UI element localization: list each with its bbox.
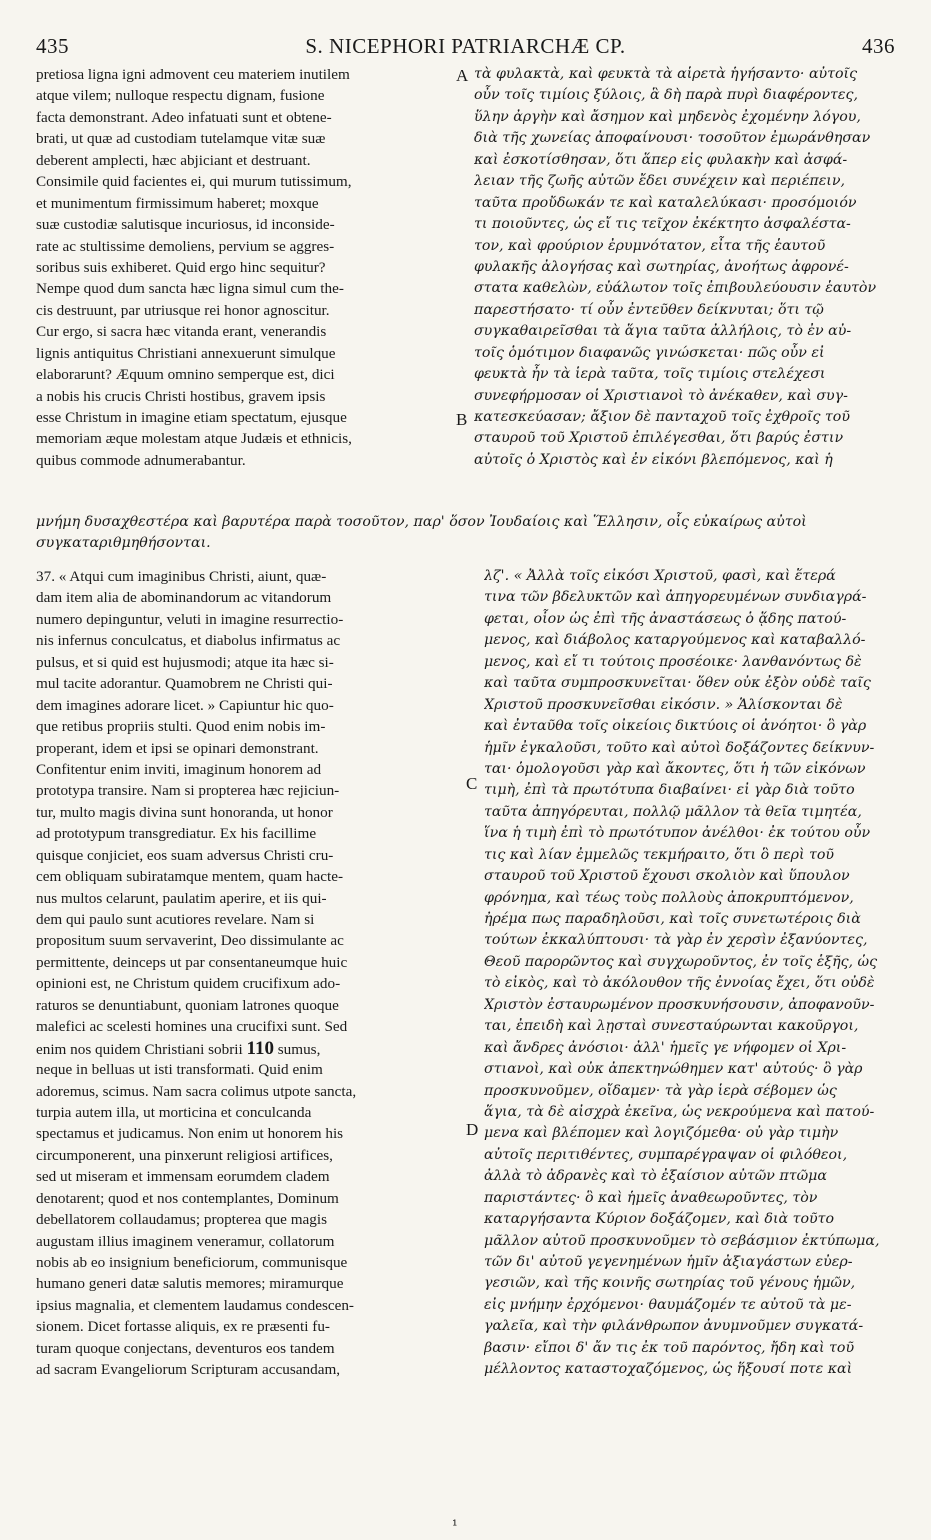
running-title: S. NICEPHORI PATRIARCHÆ CP. <box>305 34 626 58</box>
greek-line: σταυροῦ τοῦ Χριστοῦ ἔχουσι σκολιὸν καὶ ὕπουλον <box>484 868 850 885</box>
latin-line: ad prototypum transgrediatur. Ex his facillime <box>36 825 317 843</box>
latin-line: pulsus, et si quid est hujusmodi; atque ita hæc si- <box>36 653 334 671</box>
latin-column-bottom <box>36 566 464 1381</box>
greek-line: τοῖς ὁμότιμον διαφανῶς γινώσκεται· πῶς οὖν εἰ <box>474 344 825 361</box>
greek-line: ἀλλὰ τὸ ἀδρανὲς καὶ τὸ ἐξαίσιον αὐτῶν πτῶμα <box>484 1168 827 1185</box>
greek-line: βασιν· εἴποι δ' ἄν τις ἐκ τοῦ παρόντος, ἤδη καὶ τοῦ <box>484 1339 855 1356</box>
greek-line: Χριστοῦ προσκυνεῖσθαι εἰκόσιν. » Ἁλίσκονται δὲ <box>484 696 843 713</box>
latin-line: memoriam æque molestam atque Judæis et ethnicis, <box>36 430 352 448</box>
greek-line: αὐτοῖς ὁ Χριστὸς καὶ ἐν εἰκόνι βλεπόμενος, καὶ ἡ <box>474 451 833 468</box>
latin-line: properant, idem et ipsi se opinari demonstrant. <box>36 739 319 757</box>
latin-line: Nempe quod dum sancta hæc ligna simul cum the- <box>36 280 344 298</box>
greek-line: καὶ ἐσκοτίσθησαν, ὅτι ἅπερ εἰς φυλακὴν καὶ ἀσφά- <box>474 151 848 168</box>
latin-line: atque vilem; nulloque respectu dignam, fusione <box>36 87 325 105</box>
greek-line: σταυροῦ τοῦ Χριστοῦ ἐπιλέγεσθαι, ὅτι βαρύς ἐστιν <box>474 430 844 447</box>
section-marker-d: D <box>466 1120 479 1139</box>
latin-line: neque in belluas ut isti transformati. Quid enim <box>36 1061 323 1079</box>
greek-span-line: συγκαταριθμηθήσονται. <box>36 535 211 552</box>
latin-line: ad sacram Evangeliorum Scripturam accusandam, <box>36 1361 341 1379</box>
greek-line: φεται, οἷον ὡς ἐπὶ τῆς ἀναστάσεως ὁ ᾅδης πατού- <box>484 610 847 627</box>
latin-line: nis infernus conculcatus, et diabolus infirmatus ac <box>36 632 341 650</box>
latin-line: adoremus, scimus. Nam sacra colimus utpote sancta, <box>36 1082 357 1100</box>
greek-line: διὰ τῆς χωνείας ἀποφαίνουσι· τοσοῦτον ἐμωράνθησαν <box>474 130 871 147</box>
greek-line: εἰς μνήμην ἐρχόμενοι· θαυμάζομέν τε αὐτοῦ τὰ με- <box>484 1296 852 1313</box>
text-fragment: sumus, <box>273 1040 321 1058</box>
greek-line: Χριστὸν ἐσταυρωμένον προσκυνήσουσιν, ἀποφανοῦν- <box>484 996 875 1013</box>
latin-line: quibus commode adnumerabantur. <box>36 451 246 469</box>
latin-line: a nobis his crucis Christi hostibus, gravem ipsis <box>36 387 326 405</box>
latin-line: augustam illius imaginem veneramur, collatorum <box>36 1232 335 1250</box>
latin-column-top <box>36 64 456 471</box>
latin-line: permittente, deinceps ut par consentaneumque huic <box>36 953 348 971</box>
latin-line: brati, ut quæ ad custodiam tutelamque vitæ suæ <box>36 130 326 148</box>
latin-line: lignis antiquitus Christiani annexuerunt simulque <box>36 344 336 362</box>
greek-line: παρεστήσατο· τί οὖν ἐντεῦθεν δείκνυται; ὅτι τῷ <box>474 301 824 318</box>
latin-line: prototypa transire. Nam si propterea hæc rejiciun- <box>36 782 340 800</box>
greek-line: ταῦτα προὔδωκάν τε καὶ καταλελύκασι· προσόμοιόν <box>474 194 857 211</box>
latin-line: que retibus propriis stulti. Quod enim nobis im- <box>36 718 326 736</box>
latin-line: Confitentur enim inviti, imaginum honorem ad <box>36 760 322 778</box>
greek-line: μενα καὶ βλέπομεν καὶ λογιζόμεθα· οὐ γὰρ τιμὴν <box>484 1125 839 1142</box>
greek-line: φευκτὰ ἦν τὰ ἱερὰ ταῦτα, τοῖς τιμίοις στελέχεσι <box>474 366 826 383</box>
text-fragment: enim nos quidem Christiani sobrii <box>36 1040 247 1058</box>
greek-line: τιμὴ, ἐπὶ τὰ πρωτότυπα διαβαίνει· εἰ γὰρ διὰ τοῦτο <box>484 782 855 799</box>
greek-line: τον, καὶ φρούριον ἐρυμνότατον, εἶτα τῆς ἑαυτοῦ <box>474 237 826 254</box>
latin-line: cem obliquam subiratamque mentem, quam hacte- <box>36 868 344 886</box>
greek-line: τὰ φυλακτὰ, καὶ φευκτὰ τὰ αἱρετὰ ἡγήσαντο· αὐτοῖς <box>474 66 858 82</box>
latin-line: turam quoque conjectans, deventuros eos tandem <box>36 1339 335 1357</box>
section-marker-c: C <box>466 774 478 793</box>
greek-line: κατεσκεύασαν; ἄξιον δὲ πανταχοῦ τοῖς ἐχθροῖς τοῦ <box>474 409 850 425</box>
latin-line: humano generi datæ salutis memores; miramurque <box>36 1275 344 1293</box>
latin-line: ipsius magnalia, et clementem laudamus condescen- <box>36 1296 354 1314</box>
greek-line: καὶ ἄνδρες ἀνόσιοι· ἀλλ' ἡμεῖς γε νήφομεν οἱ Χρι- <box>484 1039 847 1056</box>
latin-line: 37. « Atqui cum imaginibus Christi, aiunt, quæ- <box>36 568 327 585</box>
greek-line: λζ'. « Ἀλλὰ τοῖς εἰκόσι Χριστοῦ, φασὶ, καὶ ἕτερά <box>484 568 836 584</box>
latin-line: spectamus et judicamus. Non enim ut honorem his <box>36 1125 344 1143</box>
greek-line: τῶν δι' αὐτοῦ γεγενημένων ἡμῖν ἀξιαγάστων εὐερ- <box>484 1254 853 1270</box>
latin-line: tur, multo magis divina sunt honoranda, ut honor <box>36 803 333 821</box>
greek-line: μέλλοντος καταστοχαζόμενος, ὡς ἥξουσί ποτε καὶ <box>484 1361 853 1378</box>
latin-line: circumponerent, una pinxerunt religiosi artifices, <box>36 1146 333 1164</box>
page-header <box>36 34 895 62</box>
greek-line: γαλεῖα, καὶ τὴν φιλάνθρωπον ἀνυμνοῦμεν συγκατά- <box>484 1318 864 1335</box>
latin-line: raturos se denuntiabunt, quoniam latrones quoque <box>36 996 339 1014</box>
greek-line: τι ποιοῦντες, ὡς εἴ τις τεῖχον ἐκέκτητο ἀσφαλέστα- <box>474 216 851 233</box>
greek-line: Θεοῦ παρορῶντος καὶ συγχωροῦντος, ἐν τοῖς ἑξῆς, ὡς <box>484 953 878 970</box>
greek-line: συγκαθαιρεῖσθαι τὰ ἅγια ταῦτα ἀλλήλοις, τὸ ἐν αὐ- <box>474 323 852 340</box>
latin-line: et munimentum firmissimum haberet; moxque <box>36 194 319 212</box>
greek-line: προσκυνοῦμεν, οἴδαμεν· τὰ γὰρ ἱερὰ σέβομεν ὡς <box>484 1082 837 1099</box>
greek-line: συνεφήρμοσαν οἱ Χριστιανοὶ τὸ ἀνέκαθεν, καὶ συγ- <box>474 387 848 404</box>
greek-line: ἵνα ἡ τιμὴ ἐπὶ τὸ πρωτότυπον ἀνέλθοι· ἐκ τούτου οὖν <box>484 825 871 842</box>
greek-line: μᾶλλον αὐτοῦ προσκυνοῦμεν τὸ σεβάσμιον ἐκτύπωμα, <box>484 1232 880 1249</box>
greek-line: τὸ εἰκὸς, καὶ τὸ ἀκόλουθον τῆς ἐννοίας ἔχει, ὅτι οὐδὲ <box>484 975 875 992</box>
section-marker-b: B <box>456 410 468 429</box>
latin-line: mul tacite adorantur. Quamobrem ne Christi qui- <box>36 675 333 693</box>
greek-line: ἠρέμα πως παραδηλοῦσι, καὶ τοῖς συνετωτέροις διὰ <box>484 911 861 927</box>
latin-line <box>36 1038 464 1059</box>
page-number-left: 435 <box>36 34 69 58</box>
greek-line: ταῦτα ἀπηγόρευται, πολλῷ μᾶλλον τὰ θεῖα τιμητέα, <box>484 803 862 820</box>
greek-line: λειαν τῆς ζωῆς αὐτῶν ἔδει συνέχειν καὶ περιέπειν, <box>474 173 846 190</box>
greek-line: ται· ὁμολογοῦσι γὰρ καὶ ἄκοντες, ὅτι ἡ τῶν εἰκόνων <box>484 760 866 777</box>
greek-line: μενος, καὶ εἴ τι τούτοις προσέοικε· λανθανόντως δὲ <box>484 653 862 670</box>
latin-line: deberent amplecti, hæc abjiciant et destruant. <box>36 151 311 169</box>
latin-line: turpia autem illa, ut morticina et conculcanda <box>36 1103 312 1121</box>
greek-line: αὐτοῖς περιτιθέντες, συμπαρέγραψαν οἱ φιλόθεοι, <box>484 1146 848 1163</box>
greek-line: ἡμῖν ἐγκαλοῦσι, τοῦτο καὶ αὐτοὶ δοξάζοντες δείκνυν- <box>484 739 875 756</box>
latin-line: pretiosa ligna igni admovent ceu materiem inutilem <box>36 66 350 83</box>
footer-mark: ¹ <box>452 1518 458 1534</box>
latin-line: propositum suum servaverint, Deo dissimulante ac <box>36 932 344 950</box>
greek-spanning-text <box>36 512 896 555</box>
latin-line: esse Christum in imagine etiam spectatum, ejusque <box>36 409 347 426</box>
latin-line: dem imagines adorare licet. » Capiuntur hic quo- <box>36 696 334 714</box>
latin-line: malefici ac scelesti homines una crucifixi sunt. Sed <box>36 1018 348 1036</box>
latin-line: Cur ergo, si sacra hæc vitanda erant, venerandis <box>36 323 327 341</box>
latin-line: facta demonstrant. Adeo infatuati sunt et obtene- <box>36 108 332 126</box>
greek-line: καὶ ἐνταῦθα τοῖς οἰκείοις δικτύοις οἱ ἀνόητοι· ὃ γὰρ <box>484 718 867 735</box>
column-number-marker: 110 <box>246 1037 274 1059</box>
latin-line: nobis ab eo insignium beneficiorum, communisque <box>36 1254 348 1271</box>
greek-column-bottom <box>484 566 894 1381</box>
greek-line: παριστάντες· ὃ καὶ ἡμεῖς ἀναθεωροῦντες, τὸν <box>484 1189 818 1206</box>
greek-line: στιανοὶ, καὶ οὐκ ἀπεκτηνώθημεν κατ' αὐτούς· ὃ γὰρ <box>484 1061 863 1078</box>
greek-line: καὶ ταῦτα συμπροσκυνεῖται· ὅθεν οὐκ ἐξὸν οὐδὲ ταῖς <box>484 675 871 692</box>
latin-line: elaborarunt? Æquum omnino semperque est, dici <box>36 366 335 384</box>
greek-line: οὖν τοῖς τιμίοις ξύλοις, ἃ δὴ παρὰ πυρὶ διαφέροντες, <box>474 87 858 104</box>
page-number-right: 436 <box>862 34 895 58</box>
latin-line: cis destruunt, par utriusque rei honor agnoscitur. <box>36 301 330 319</box>
greek-span-line: μνήμη δυσαχθεστέρα καὶ βαρυτέρα παρὰ τοσοῦτον, παρ' ὅσον Ἰουδαίοις καὶ Ἕλλησιν, οἷς εὐκαίρως αὐτοὶ <box>36 514 807 530</box>
greek-line: στατα καθελὼν, εὐάλωτον τοῖς ἐπιβουλεύουσιν ἑαυτὸν <box>474 280 877 297</box>
greek-line: ὕλην ἀργὴν καὶ ἄσημον καὶ μηδενὸς ἐχομένην λόγου, <box>474 108 861 125</box>
latin-line: rate ac stultissime demoliens, pervium se aggres- <box>36 237 335 255</box>
greek-line: καταργήσαντα Κύριον δοξάζομεν, καὶ διὰ τοῦτο <box>484 1211 835 1228</box>
latin-line: sed ut miseram et immensam eorumdem cladem <box>36 1168 330 1186</box>
latin-line: debellatorem collaudamus; propterea que magis <box>36 1211 327 1229</box>
latin-line: Consimile quid facientes ei, qui murum tutissimum, <box>36 173 352 191</box>
latin-line: dem qui paulo sunt acutiores revelare. Nam si <box>36 911 315 928</box>
greek-line: φρόνημα, καὶ τέως τοὺς πολλοὺς ἀποκρυπτόμενον, <box>484 889 854 906</box>
greek-line: τινα τῶν βδελυκτῶν καὶ ἀπηγορευμένων συνδιαγρά- <box>484 589 867 606</box>
latin-line: quisque conjiciet, eos suam adversus Christi cru- <box>36 846 334 864</box>
latin-line: sionem. Dicet fortasse aliquis, ex re præsenti fu- <box>36 1318 330 1336</box>
latin-line: soribus suis exhiberet. Quid ergo hinc sequitur? <box>36 258 326 276</box>
latin-line: suæ custodiæ salutisque incuriosus, id inconside- <box>36 216 335 234</box>
latin-line: denotarent; quod et nos contemplantes, Dominum <box>36 1189 339 1207</box>
greek-line: τις καὶ λίαν ἐμμελῶς τεκμήραιτο, ὅτι ὃ περὶ τοῦ <box>484 846 835 863</box>
greek-line: μενος, καὶ διάβολος καταργούμενος καὶ καταβαλλό- <box>484 632 866 649</box>
greek-line: φυλακῆς ἀλογήσας καὶ σωτηρίας, ἀνοήτως ἀφρονέ- <box>474 258 849 275</box>
section-marker-a: A <box>456 66 469 85</box>
latin-line: numero depinguntur, veluti in imagine resurrectio- <box>36 610 344 628</box>
latin-line: opinioni est, ne Christum quidem crucifixum ado- <box>36 975 341 993</box>
greek-line: γεσιῶν, καὶ τῆς κοινῆς σωτηρίας τοῦ γένους ἡμῶν, <box>484 1275 856 1292</box>
greek-line: ἅγια, τὰ δὲ αἰσχρὰ ἐκεῖνα, ὡς νεκρούμενα καὶ πατού- <box>484 1103 875 1120</box>
greek-line: ται, ἐπειδὴ καὶ λῃσταὶ συνεσταύρωνται κακοῦργοι, <box>484 1018 859 1035</box>
latin-line: nus multos celarunt, paulatim aperire, et iis qui- <box>36 889 327 907</box>
latin-line: dam item alia de abominandorum ac vitandorum <box>36 589 332 607</box>
greek-line: τούτων ἐκκαλύπτουσι· τὰ γὰρ ἐν χερσὶν ἐξανύοντες, <box>484 932 868 949</box>
greek-column-top <box>474 64 894 471</box>
